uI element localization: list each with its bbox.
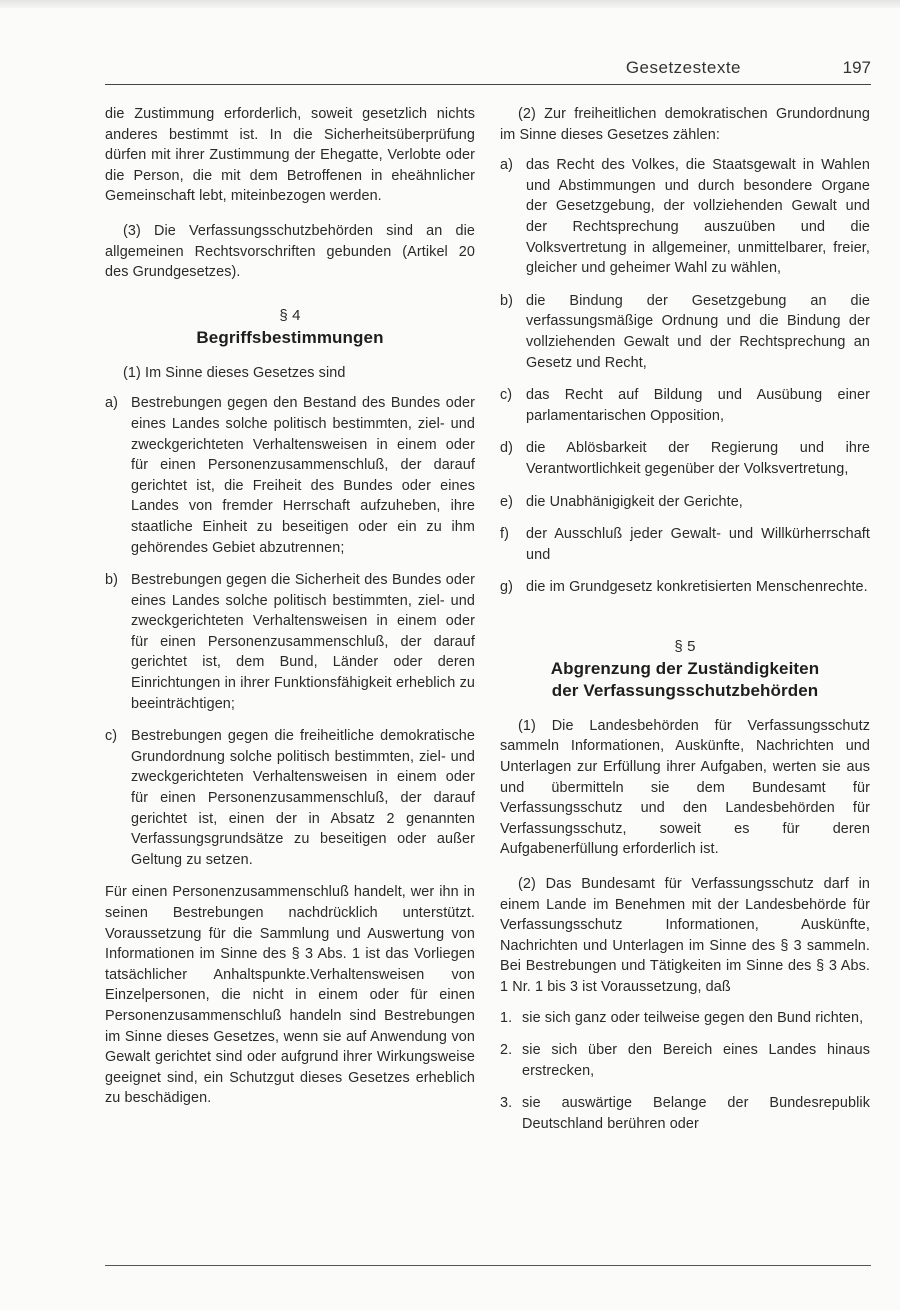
list-item [500, 155, 870, 279]
paragraph-consent: die Zustimmung erforderlich, soweit gesetzlich nichts anderes bestimmt ist. In die Sicherheitsüberprüfung dürfen mit ihrer Zustimmung der Ehegatte, Verlobte oder die Person, die mit dem Betroffenen in eheähnlicher Gemeinschaft lebt, miteinbezogen werden. [105, 106, 475, 205]
list-item [500, 291, 870, 373]
left-column [105, 104, 475, 1123]
section-title-line2: der Verfassungsschutzbehörden [551, 680, 819, 700]
paragraph-5-2: (2) Das Bundesamt für Verfassungsschutz darf in einem Lande im Benehmen mit der Landesbehörde für Verfassungsschutz Informationen, Auskünfte, Nachrichten und Unterlagen im Sinne des § 3 sammeln. Bei Bestrebungen und Tätigkeiten im Sinne des § 3 Abs. 1 Nr. 1 bis 3 ist Voraussetzung, daß [500, 876, 870, 995]
list-label: 3. [500, 1095, 513, 1112]
paragraph-3: (3) Die Verfassungsschutzbehörden sind an die allgemeinen Rechtsvorschriften gebunden (Artikel 20 des Grundgesetzes). [105, 222, 475, 281]
list-label: f) [500, 526, 509, 543]
header-rule [105, 84, 871, 85]
list-text: die im Grundgesetz konkretisierten Menschenrechte. [526, 579, 868, 596]
list-text: Bestrebungen gegen die freiheitliche demokratische Grundordnung solche politisch bestimmten, ziel- und zweckgerichteten Verhaltensweisen in einem oder für einen Personenzusammenschluß, der darauf gerichtet ist, einen der in Absatz 2 genannten Verfassungsgrundsätze zu beseitigen oder außer Geltung zu setzen. [131, 728, 475, 868]
list-label: b) [105, 572, 118, 589]
page-header [105, 58, 871, 88]
paragraph-personenzusammenschluss: Für einen Personenzusammenschluß handelt, wer ihn in seinen Bestrebungen nachdrücklich unterstützt. Voraussetzung für die Sammlung und Auswertung von Informationen im Sinne des § 3 Abs. 1 ist das Vorliegen tatsächlicher Anhaltspunkte.Verhaltensweisen von Einzelpersonen, die nicht in einem oder für einen Personenzusammenschluß handeln sind Bestrebungen im Sinne dieses Gesetzes, wenn sie auf Anwendung von Gewalt gerichtet sind oder aufgrund ihrer Wirkungsweise geeignet sind, ein Schutzgut dieses Gesetzes erheblich zu beschädigen. [105, 884, 475, 1107]
section-title: Begriffsbestimmungen [196, 327, 384, 347]
list-item [500, 1093, 870, 1134]
list-label: 2. [500, 1042, 513, 1059]
section-title-line1: Abgrenzung der Zuständigkeiten [550, 658, 820, 678]
list-text: die Bindung der Gesetzgebung an die verfassungsmäßige Ordnung und die Bindung der vollziehenden Gewalt und der Rechtsprechung an Gesetz und Recht, [526, 292, 870, 371]
list-text: sie sich ganz oder teilweise gegen den Bund richten, [522, 1009, 864, 1026]
paragraph-5-1: (1) Die Landesbehörden für Verfassungsschutz sammeln Informationen, Auskünfte, Nachrichten und Unterlagen zur Erfüllung ihrer Aufgaben, werten sie aus und übermitteln sie dem Bundesamt für Verfassungsschutz und den Landesbehörden für Verfassungsschutz, soweit es für deren Aufgabenerfüllung erforderlich ist. [500, 717, 870, 858]
list-item [105, 570, 475, 714]
list-text: der Ausschluß jeder Gewalt- und Willkürherrschaft und [526, 526, 870, 563]
list-text: sie sich über den Bereich eines Landes hinaus erstrecken, [522, 1042, 870, 1079]
section-number: § 5 [674, 637, 696, 655]
section-4-intro: (1) Im Sinne dieses Gesetzes sind [123, 364, 346, 381]
list-text: sie auswärtige Belange der Bundesrepublik Deutschland berühren oder [522, 1095, 870, 1132]
section-5-heading [500, 636, 870, 702]
list-label: d) [500, 440, 513, 457]
list-item [500, 1040, 870, 1081]
page-number: 197 [842, 58, 871, 77]
list-item [500, 577, 870, 598]
scan-top-edge [0, 0, 900, 8]
section-number: § 4 [279, 306, 301, 324]
list-label: a) [105, 395, 118, 412]
list-item [105, 393, 475, 558]
list-text: das Recht auf Bildung und Ausübung einer parlamentarischen Opposition, [526, 387, 870, 424]
list-label: c) [500, 387, 513, 404]
right-column [500, 104, 870, 1147]
running-title: Gesetzestexte [625, 58, 741, 77]
list-item [500, 438, 870, 479]
list-item [500, 492, 870, 513]
list-label: a) [500, 157, 513, 174]
list-label: c) [105, 728, 118, 745]
paragraph-2-intro: (2) Zur freiheitlichen demokratischen Grundordnung im Sinne dieses Gesetzes zählen: [500, 106, 870, 143]
list-label: g) [500, 579, 513, 596]
list-text: die Unabhänigigkeit der Gerichte, [526, 493, 743, 510]
list-label: b) [500, 292, 513, 309]
list-item [500, 385, 870, 426]
list-label: 1. [500, 1009, 513, 1026]
footer-rule [105, 1265, 871, 1266]
list-item [105, 726, 475, 870]
list-text: die Ablösbarkeit der Regierung und ihre Verantwortlichkeit gegenüber der Volksvertretung, [526, 440, 870, 477]
list-text: das Recht des Volkes, die Staatsgewalt in Wahlen und Abstimmungen und durch besondere Organe der Gesetzgebung, der vollziehenden Gewalt und der Rechtsprechung auszuüben und die Volksvertretung in allgemeiner, unmittelbarer, freier, gleicher und geheimer Wahl zu wählen, [526, 157, 870, 277]
list-item [500, 524, 870, 565]
list-text: Bestrebungen gegen den Bestand des Bundes oder eines Landes solche politisch bestimmten, ziel- und zweckgerichteten Verhaltensweisen in einem oder für einen Personenzusammenschluß, der darauf gerichtet ist, die Freiheit des Bundes oder eines Landes von fremder Herrschaft aufzuheben, ihre staatliche Einheit zu beseitigen oder ein zu ihm gehörendes Gebiet abzutrennen; [131, 395, 475, 556]
section-4-heading [105, 305, 475, 349]
list-label: e) [500, 493, 513, 510]
list-item [500, 1008, 870, 1029]
list-text: Bestrebungen gegen die Sicherheit des Bundes oder eines Landes solche politisch bestimmten, ziel- und zweckgerichteten Verhaltensweisen in einem oder für einen Personenzusammenschluß, der darauf gerichtet ist, dem Bund, Länder oder deren Einrichtungen in ihrer Funktionsfähigkeit erheblich zu beeinträchtigen; [131, 572, 475, 712]
